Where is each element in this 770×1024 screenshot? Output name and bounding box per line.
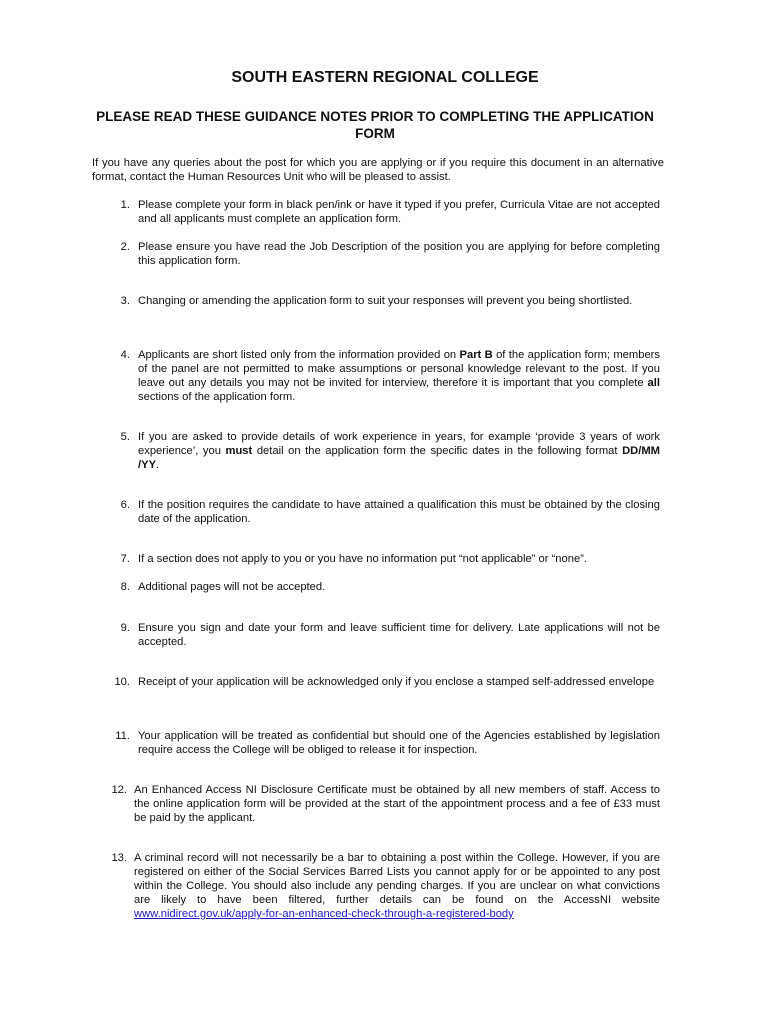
guidance-heading: PLEASE READ THESE GUIDANCE NOTES PRIOR TO COMPLETING THE APPLICATION FORM [96,109,654,141]
item-number: 13. [111,852,127,864]
item-text: If a section does not apply to you or you have no information put “not applicable” or “none”. [138,553,588,565]
item-number: 7. [120,553,130,565]
item-text: Your application will be treated as confidential but should one of the Agencies established by legislation require access the College will be obliged to release it for inspection. [138,730,660,756]
item-text: A criminal record will not necessarily be a bar to obtaining a post within the College. However, if you are registered on either of the Social Services Barred Lists you cannot apply for or be appointed to any post within the College. You should also include any pending charges. If you are unclear on what convictions are likely to have been filtered, further details can be found on the AccessNI website www.nidirect.gov.uk/apply-for-an-enhanced-check-through-a-registered-body [134,852,660,920]
item-number: 4. [120,349,130,361]
item-number: 8. [120,581,130,593]
emphasis-part-b: Part B [459,349,493,361]
college-title: SOUTH EASTERN REGIONAL COLLEGE [231,69,539,86]
item-number: 12. [111,784,127,796]
emphasis-all: all [647,377,660,389]
item-number: 2. [120,241,130,253]
emphasis-must: must [225,445,253,457]
emphasis-date-format: DD/MM /YY [138,445,660,471]
item-text: Please complete your form in black pen/ink or have it typed if you prefer, Curricula Vitae are not accepted and all applicants must complete an application form. [138,199,660,225]
accessni-link[interactable]: www.nidirect.gov.uk/apply-for-an-enhanced-check-through-a-registered-body [134,908,514,920]
item-number: 9. [120,622,130,634]
item-text: Additional pages will not be accepted. [138,581,326,593]
item-number: 3. [120,295,130,307]
item-number: 5. [120,431,130,443]
item-text: Ensure you sign and date your form and leave sufficient time for delivery. Late applications will not be accepted. [138,622,660,648]
item-text: An Enhanced Access NI Disclosure Certificate must be obtained by all new members of staff. Access to the online application form will be provided at the start of the appointment process and a fee of £33 must be paid by the applicant. [134,784,660,824]
item-text: Applicants are short listed only from the information provided on Part B of the application form; members of the panel are not permitted to make assumptions or personal knowledge relevant to the post. If you leave out any details you may not be invited for interview, therefore it is important that you complete all sections of the application form. [138,349,660,403]
item-text: Please ensure you have read the Job Description of the position you are applying for before completing this application form. [138,241,660,267]
item-text: If the position requires the candidate to have attained a qualification this must be obtained by the closing date of the application. [138,499,660,525]
item-number: 11. [115,730,130,742]
intro-paragraph: If you have any queries about the post for which you are applying or if you require this document in an alternative format, contact the Human Resources Unit who will be pleased to assist. [92,157,664,183]
item-text: If you are asked to provide details of work experience in years, for example ‘provide 3 years of work experience’, you must detail on the application form the specific dates in the following format DD/MM /YY. [138,431,660,471]
item-text: Receipt of your application will be acknowledged only if you enclose a stamped self-addressed envelope [138,676,655,688]
item-text: Changing or amending the application form to suit your responses will prevent you being shortlisted. [138,295,633,307]
item-number: 10. [114,676,130,688]
item-number: 1. [120,199,130,211]
item-number: 6. [120,499,130,511]
